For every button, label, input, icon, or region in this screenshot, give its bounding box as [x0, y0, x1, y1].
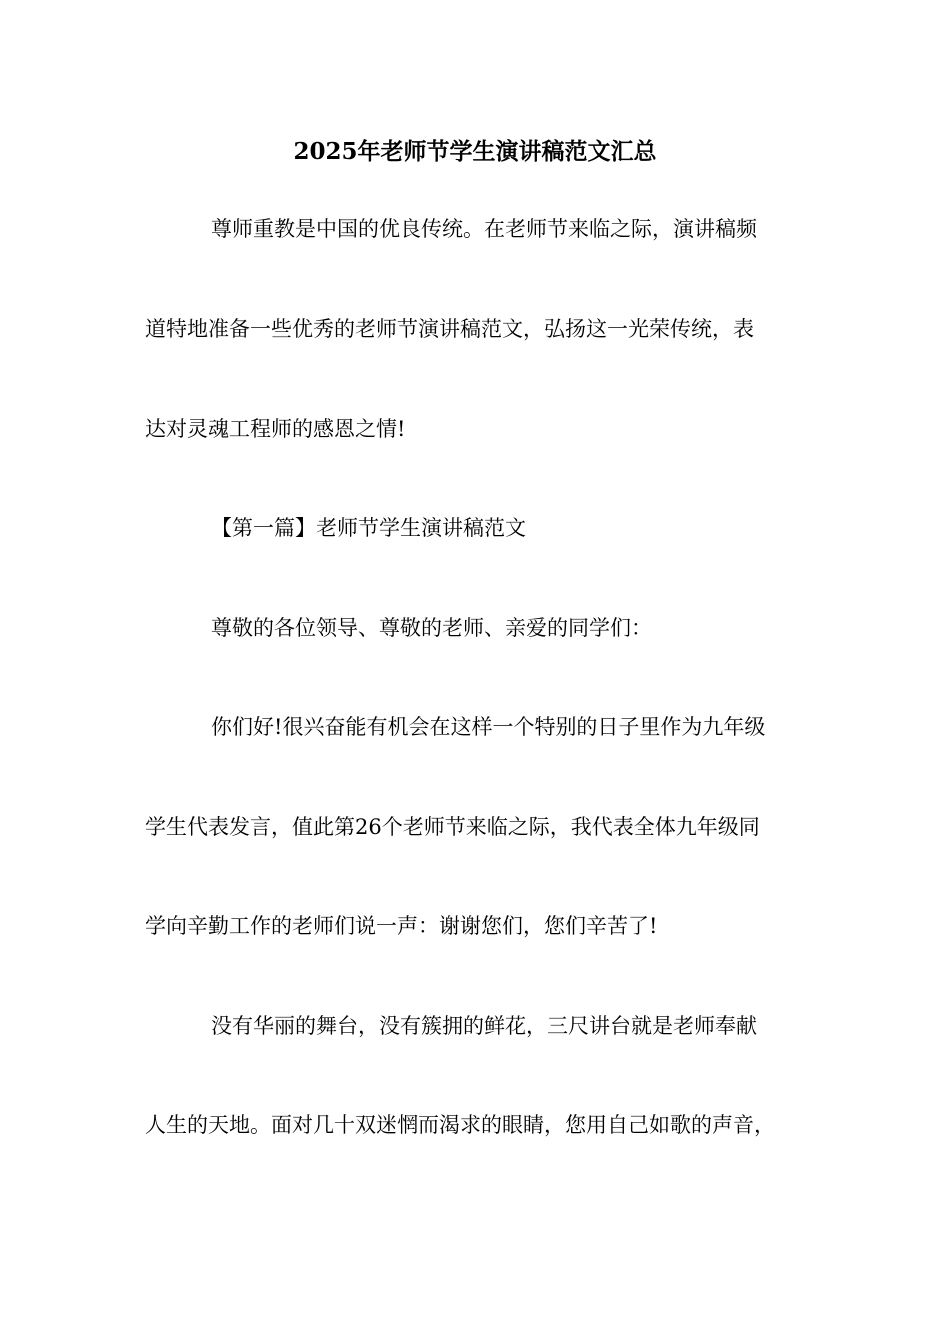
paragraph-line: 达对灵魂工程师的感恩之情!: [145, 417, 406, 441]
paragraph-line: 没有华丽的舞台，没有簇拥的鲜花，三尺讲台就是老师奉献: [211, 1014, 757, 1038]
paragraph-line: 学生代表发言，值此第26个老师节来临之际，我代表全体九年级同: [145, 815, 760, 839]
document-title: 2025年老师节学生演讲稿范文汇总: [293, 138, 657, 165]
paragraph-line: 尊师重教是中国的优良传统。在老师节来临之际，演讲稿频: [211, 217, 757, 241]
paragraph-line: 人生的天地。面对几十双迷惘而渴求的眼睛，您用自己如歌的声音，: [145, 1113, 775, 1137]
paragraph-line: 尊敬的各位领导、尊敬的老师、亲爱的同学们：: [211, 616, 652, 640]
section-heading: 【第一篇】老师节学生演讲稿范文: [211, 516, 526, 540]
paragraph-line: 道特地准备一些优秀的老师节演讲稿范文，弘扬这一光荣传统，表: [145, 317, 754, 341]
paragraph-line: 学向辛勤工作的老师们说一声：谢谢您们，您们辛苦了!: [145, 914, 658, 938]
paragraph-line: 你们好!很兴奋能有机会在这样一个特别的日子里作为九年级: [211, 715, 766, 739]
